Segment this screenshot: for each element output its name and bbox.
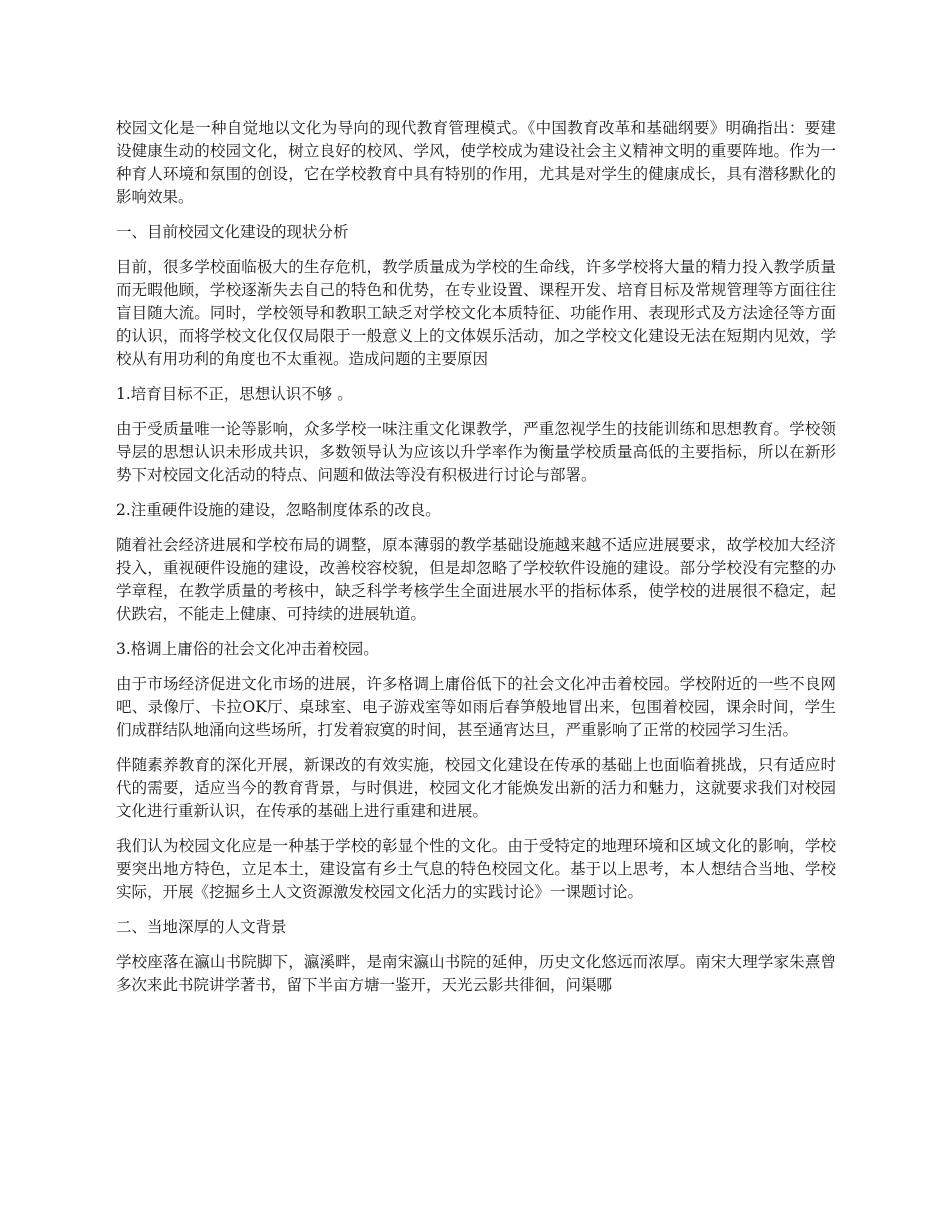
subheading-1: 1.培育目标不正，思想认识不够 。 [116, 385, 353, 403]
document-body [116, 117, 836, 1009]
paragraph-reform: 伴随素养教育的深化开展，新课改的有效实施，校园文化建设在传承的基础上也面临着挑战，只有适应时代的需要，适应当今的教育背景，与时俱进，校园文化才能焕发出新的活力和魅力，这就要求我们对校园文化进行重新认识，在传承的基础上进行重建和进展。 [116, 756, 836, 820]
paragraph-reason-3: 由于市场经济促进文化市场的进展，许多格调上庸俗低下的社会文化冲击着校园。学校附近的一些不良网吧、录像厅、卡拉OK厅、桌球室、电子游戏室等如雨后春笋般地冒出来，包围着校园，课余时间，学生们成群结队地涌向这些场所，打发着寂寞的时间，甚至通宵达旦，严重影响了正常的校园学习生活。 [116, 675, 836, 739]
paragraph-reason-2: 随着社会经济进展和学校布局的调整，原本薄弱的教学基础设施越来越不适应进展要求，故学校加大经济投入，重视硬件设施的建设，改善校容校貌，但是却忽略了学校软件设施的建设。部分学校没有完整的办学章程，在教学质量的考核中，缺乏科学考核学生全面进展水平的指标体系，使学校的进展很不稳定，起伏跌宕，不能走上健康、可持续的进展轨道。 [116, 536, 836, 623]
section-heading-1: 一、目前校园文化建设的现状分析 [116, 223, 349, 241]
subheading-3: 3.格调上庸俗的社会文化冲击着校园。 [116, 640, 379, 658]
paragraph-current-status: 目前，很多学校面临极大的生存危机，教学质量成为学校的生命线，许多学校将大量的精力投入教学质量而无暇他顾，学校逐渐失去自己的特色和优势，在专业设置、课程开发、培育目标及常规管理等方面往往盲目随大流。同时，学校领导和教职工缺乏对学校文化本质特征、功能作用、表现形式及方法途径等方面的认识，而将学校文化仅仅局限于一般意义上的文体娱乐活动，加之学校文化建设无法在短期内见效，学校从有用功利的角度也不太重视。造成问题的主要原因 [116, 258, 836, 368]
paragraph-background: 学校座落在瀛山书院脚下，瀛溪畔，是南宋瀛山书院的延伸，历史文化悠远而浓厚。南宋大理学家朱熹曾多次来此书院讲学著书，留下半亩方塘一鉴开，天光云影共徘徊，问渠哪 [116, 953, 836, 994]
section-heading-2: 二、当地深厚的人文背景 [116, 918, 287, 936]
paragraph-reason-1: 由于受质量唯一论等影响，众多学校一味注重文化课教学，严重忽视学生的技能训练和思想教育。学校领导层的思想认识未形成共识，多数领导认为应该以升学率作为衡量学校质量高低的主要指标，所以在新形势下对校园文化活动的特点、问题和做法等没有积极进行讨论与部署。 [116, 420, 836, 484]
subheading-2: 2.注重硬件设施的建设，忽略制度体系的改良。 [116, 501, 441, 519]
paragraph-view: 我们认为校园文化应是一种基于学校的彰显个性的文化。由于受特定的地理环境和区域文化的影响，学校要突出地方特色，立足本土，建设富有乡土气息的特色校园文化。基于以上思考，本人想结合当地、学校实际，开展《挖掘乡土人文资源激发校园文化活力的实践讨论》一课题讨论。 [116, 837, 836, 901]
paragraph-intro: 校园文化是一种自觉地以文化为导向的现代教育管理模式。《中国教育改革和基础纲要》明确指出：要建设健康生动的校园文化，树立良好的校风、学风，使学校成为建设社会主义精神文明的重要阵地。作为一种育人环境和氛围的创设，它在学校教育中具有特别的作用，尤其是对学生的健康成长，具有潜移默化的影响效果。 [116, 119, 836, 206]
